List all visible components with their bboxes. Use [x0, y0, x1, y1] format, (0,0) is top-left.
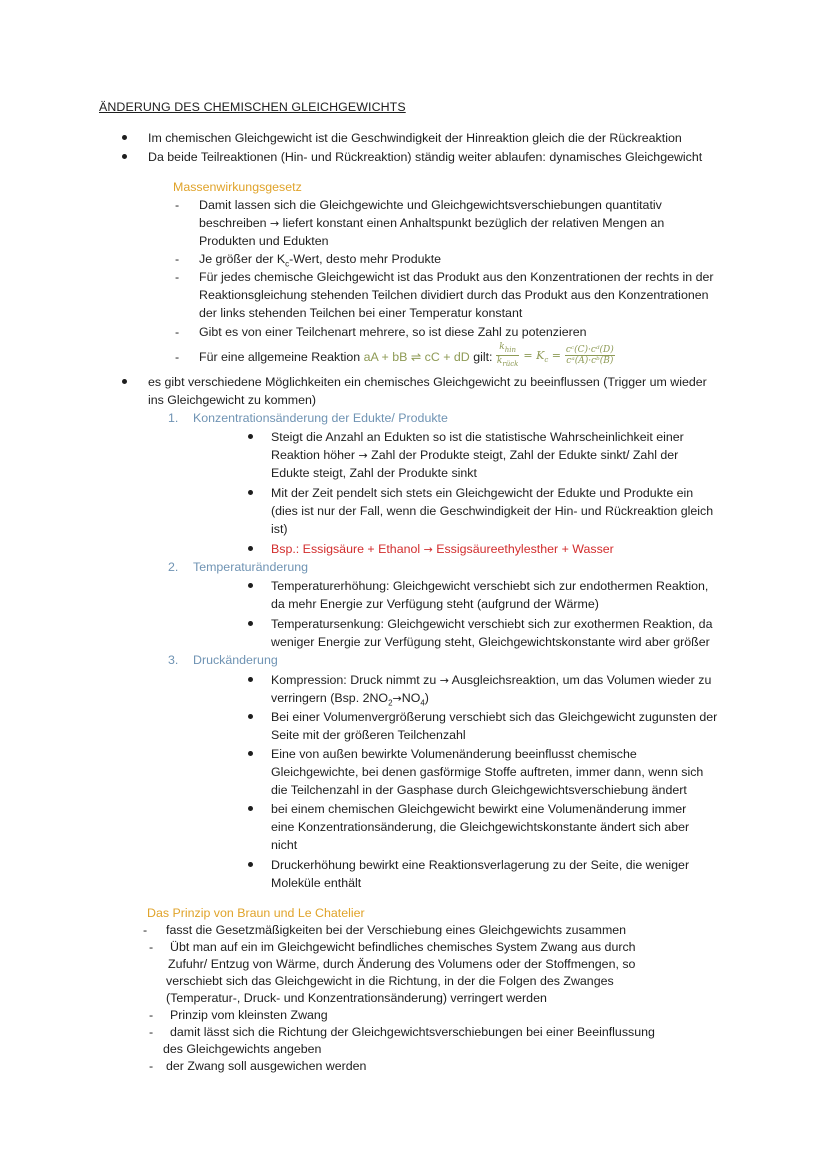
s1-bullet-1-line-1: Steigt die Anzahl an Edukten so ist die statistische Wahrscheinlichkeit einer: [271, 430, 684, 444]
mwg-item-1-line-1: Damit lassen sich die Gleichgewichte und Gleichgewichtsverschiebungen quantitativ: [199, 198, 662, 212]
bullet-dot: [248, 490, 253, 495]
dash: -: [149, 1025, 154, 1039]
page-title: ÄNDERUNG DES CHEMISCHEN GLEICHGEWICHTS: [99, 100, 406, 114]
bullet-dot: [248, 806, 253, 811]
dash: -: [149, 1059, 154, 1073]
intro-bullet-1: Im chemischen Gleichgewicht ist die Geschwindigkeit der Hinreaktion gleich die der Rückreaktion: [148, 131, 682, 145]
s3-bullet-2-line-1: Bei einer Volumenvergrößerung verschiebt sich das Gleichgewicht zugunsten der: [271, 710, 718, 724]
braun-heading: Das Prinzip von Braun und Le Chatelier: [147, 906, 365, 920]
arrow-icon: →: [423, 543, 433, 556]
mwg-item-3-line-3: der links stehenden Teilchen bei einer Temperatur konstant: [199, 306, 523, 320]
s1-bullet-1-line-2: Reaktion höher → Zahl der Produkte steigt, Zahl der Edukte sinkt/ Zahl der: [271, 448, 679, 462]
arrow-icon: →: [392, 692, 402, 705]
s2-bullet-1-line-1: Temperaturerhöhung: Gleichgewicht verschiebt sich zur endothermen Reaktion,: [271, 579, 709, 593]
section-2-number: 2.: [168, 560, 179, 574]
bullet-dot: [122, 379, 127, 384]
s2-bullet-2-line-2: weniger Energie zur Verfügung steht, Gleichgewichtskonstante wird aber größer: [271, 635, 710, 649]
bullet-dot: [248, 677, 253, 682]
s3-bullet-5-line-2: Moleküle enthält: [271, 876, 362, 890]
braun-item-5: der Zwang soll ausgewichen werden: [166, 1059, 367, 1073]
s3-bullet-4-line-1: bei einem chemischen Gleichgewicht bewirkt eine Volumenänderung immer: [271, 802, 687, 816]
section-3-number: 3.: [168, 653, 179, 667]
braun-item-4-line-2: des Gleichgewichts angeben: [163, 1042, 322, 1056]
s3-bullet-4-line-2: eine Konzentrationsänderung, die Gleichgewichtskonstante ändert sich aber: [271, 820, 690, 834]
s1-bullet-2-line-2: (dies ist nur der Fall, wenn die Geschwindigkeit der Hin- und Rückreaktion gleich: [271, 504, 714, 518]
bullet-dot: [248, 621, 253, 626]
dash: -: [149, 940, 154, 954]
s1-bullet-2-line-1: Mit der Zeit pendelt sich stets ein Gleichgewicht der Edukte und Produkte ein: [271, 486, 694, 500]
s3-bullet-3-line-3: die Teilchenzahl in der Gasphase durch Gleichgewichtsverschiebung ändert: [271, 783, 687, 797]
s3-bullet-1-line-1: Kompression: Druck nimmt zu → Ausgleichsreaktion, um das Volumen wieder zu: [271, 673, 712, 687]
bullet-dot: [122, 154, 127, 159]
intro-bullet-2: Da beide Teilreaktionen (Hin- und Rückreaktion) ständig weiter ablaufen: dynamisches Gleichgewicht: [148, 150, 703, 164]
arrow-icon: →: [358, 449, 368, 462]
dash: -: [175, 198, 180, 212]
s3-bullet-1-line-2: verringern (Bsp. $2NO_2\to NO_4$): [271, 691, 429, 708]
dash: -: [175, 252, 180, 266]
mwg-item-1-line-2: beschreiben → liefert konstant einen Anhaltspunkt bezüglich der relativen Mengen an: [199, 216, 665, 230]
mwg-item-4: Gibt es von einer Teilchenart mehrere, so ist diese Zahl zu potenzieren: [199, 325, 587, 339]
trigger-line-1: es gibt verschiedene Möglichkeiten ein chemisches Gleichgewicht zu beeinflussen (Trigger um wieder: [148, 375, 707, 389]
arrow-icon: →: [269, 217, 280, 230]
mwg-item-5: Für eine allgemeine Reaktion aA + bB ⇌ cC + dD gilt: $\frac{k_{hin}}{k_{rück}}$ = $K_c$ = $\frac{\text{cᶜ(C)·cᵈ(D)}}{\text{cᵃ(A)·cᵇ(B)}}$: [199, 342, 614, 368]
mwg-item-2: Je größer der $K_c$-Wert, desto mehr Produkte: [199, 252, 442, 269]
mwg-item-1-line-3: Produkten und Edukten: [199, 234, 329, 248]
dash: -: [175, 325, 180, 339]
section-1-number: 1.: [168, 411, 179, 425]
s1-bullet-3-example: Bsp.: Essigsäure + Ethanol → Essigsäureethylesther + Wasser: [271, 542, 614, 556]
dash: -: [175, 270, 180, 284]
bullet-dot: [248, 546, 253, 551]
dash: -: [175, 350, 180, 364]
braun-item-2-line-4: (Temperatur-, Druck- und Konzentrationsänderung) verringert werden: [166, 991, 547, 1005]
braun-item-2-line-2: Zufuhr/ Entzug von Wärme, durch Änderung des Volumens oder der Stoffmengen, so: [168, 957, 636, 971]
bullet-dot: [122, 135, 127, 140]
braun-item-3: Prinzip vom kleinsten Zwang: [170, 1008, 328, 1022]
s2-bullet-1-line-2: da mehr Energie zur Verfügung steht (aufgrund der Wärme): [271, 597, 599, 611]
section-3-heading: Druckänderung: [193, 653, 278, 667]
formula-kc: $\frac{k_{hin}}{k_{rück}}$ = $K_c$ = $\frac{\text{cᶜ(C)·cᵈ(D)}}{\text{cᵃ(A)·cᵇ(B)}}$: [496, 342, 614, 368]
bullet-dot: [248, 862, 253, 867]
s3-bullet-3-line-1: Eine von außen bewirkte Volumenänderung beeinflusst chemische: [271, 747, 637, 761]
bullet-dot: [248, 714, 253, 719]
bullet-dot: [248, 434, 253, 439]
section-2-heading: Temperaturänderung: [193, 560, 309, 574]
braun-item-2-line-3: verschiebt sich das Gleichgewicht in die Richtung, in der die Folgen des Zwanges: [166, 974, 614, 988]
s1-bullet-1-line-3: Edukte steigt, Zahl der Produkte sinkt: [271, 466, 477, 480]
s3-bullet-3-line-2: Gleichgewichte, bei denen gasförmige Stoffe auftreten, immer dann, wenn sich: [271, 765, 704, 779]
s3-bullet-2-line-2: Seite mit der größeren Teilchenzahl: [271, 728, 466, 742]
mwg-item-3-line-1: Für jedes chemische Gleichgewicht ist das Produkt aus den Konzentrationen der rechts in der: [199, 270, 714, 284]
trigger-line-2: ins Gleichgewicht zu kommen): [148, 393, 317, 407]
s2-bullet-2-line-1: Temperatursenkung: Gleichgewicht verschiebt sich zur exothermen Reaktion, da: [271, 617, 713, 631]
dash: -: [149, 1008, 154, 1022]
mwg-item-3-line-2: Reaktionsgleichung stehenden Teilchen dividiert durch das Produkt aus den Konzentrationen: [199, 288, 709, 302]
dash: -: [143, 923, 148, 937]
s3-bullet-5-line-1: Druckerhöhung bewirkt eine Reaktionsverlagerung zu der Seite, die weniger: [271, 858, 690, 872]
braun-item-1: fasst die Gesetzmäßigkeiten bei der Verschiebung eines Gleichgewichts zusammen: [166, 923, 627, 937]
braun-item-4-line-1: damit lässt sich die Richtung der Gleichgewichtsverschiebungen bei einer Beeinflussung: [170, 1025, 655, 1039]
bullet-dot: [248, 583, 253, 588]
bullet-dot: [248, 751, 253, 756]
reaction-equation: aA + bB ⇌ cC + dD: [363, 350, 470, 364]
s1-bullet-2-line-3: ist): [271, 522, 288, 536]
section-1-heading: Konzentrationsänderung der Edukte/ Produkte: [193, 411, 448, 425]
braun-item-2-line-1: Übt man auf ein im Gleichgewicht befindliches chemisches System Zwang aus durch: [170, 940, 636, 954]
arrow-icon: →: [439, 674, 449, 687]
mwg-heading: Massenwirkungsgesetz: [173, 180, 302, 194]
s3-bullet-4-line-3: nicht: [271, 838, 298, 852]
